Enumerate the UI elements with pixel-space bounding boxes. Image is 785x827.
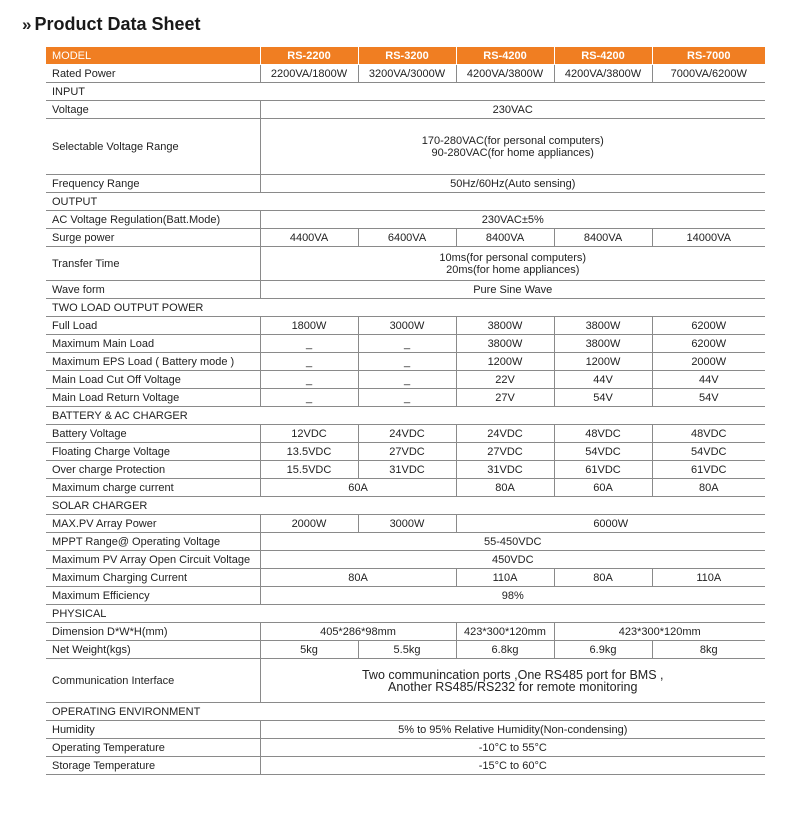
cell: _ [358,371,456,389]
spec-table [46,47,765,775]
section-title: OUTPUT [46,193,765,211]
row-label: AC Voltage Regulation(Batt.Mode) [46,211,260,229]
cell-line: 170-280VAC(for personal computers) [421,134,604,147]
cell [260,247,765,281]
row-label: Transfer Time [46,247,260,281]
row-label: Net Weight(kgs) [46,641,260,659]
cell: 80A [260,569,456,587]
row-label: Humidity [46,721,260,739]
cell: 3000W [358,515,456,533]
cell: 7000VA/6200W [652,65,765,83]
row-label: Maximum Charging Current [46,569,260,587]
cell: 54V [554,389,652,407]
cell: 98% [260,587,765,605]
cell: 2000W [260,515,358,533]
section-row [46,299,765,317]
cell: 230VAC [260,101,765,119]
cell: 4200VA/3800W [554,65,652,83]
row-label: Full Load [46,317,260,335]
cell: 4200VA/3800W [456,65,554,83]
cell-line: 90-280VAC(for home appliances) [431,146,594,159]
section-row [46,703,765,721]
cell: 8400VA [456,229,554,247]
table-row [46,757,765,775]
model-cell: RS-2200 [260,47,358,65]
cell: 14000VA [652,229,765,247]
row-label: Wave form [46,281,260,299]
cell: 6.8kg [456,641,554,659]
section-row [46,407,765,425]
row-label: Main Load Cut Off Voltage [46,371,260,389]
table-row [46,425,765,443]
model-cell: RS-3200 [358,47,456,65]
cell: 230VAC±5% [260,211,765,229]
cell: 44V [554,371,652,389]
row-label: Over charge Protection [46,461,260,479]
row-label: Rated Power [46,65,260,83]
row-label: Maximum Main Load [46,335,260,353]
row-label: Operating Temperature [46,739,260,757]
cell: 110A [456,569,554,587]
table-row [46,119,765,175]
cell: 8kg [652,641,765,659]
table-row [46,335,765,353]
row-label: Maximum Efficiency [46,587,260,605]
cell-line: 10ms(for personal computers) [439,251,587,264]
cell: 48VDC [554,425,652,443]
table-row [46,721,765,739]
table-row [46,461,765,479]
row-label: Maximum EPS Load ( Battery mode ) [46,353,260,371]
cell: 405*286*98mm [260,623,456,641]
cell: 15.5VDC [260,461,358,479]
section-title: TWO LOAD OUTPUT POWER [46,299,765,317]
cell: 6200W [652,335,765,353]
cell: 24VDC [358,425,456,443]
table-row [46,569,765,587]
cell: 31VDC [358,461,456,479]
row-label: Selectable Voltage Range [46,119,260,175]
cell: _ [358,335,456,353]
cell: 6400VA [358,229,456,247]
cell: 1200W [554,353,652,371]
cell-line: Two communincation ports ,One RS485 port for BMS , [361,667,664,682]
page-title-text: Product Data Sheet [34,14,201,34]
cell: 44V [652,371,765,389]
row-label: Maximum PV Array Open Circuit Voltage [46,551,260,569]
cell: _ [260,353,358,371]
section-row [46,193,765,211]
cell: 27VDC [358,443,456,461]
table-row [46,641,765,659]
table-row [46,479,765,497]
cell: 80A [456,479,554,497]
cell: 8400VA [554,229,652,247]
page-title [22,14,201,35]
cell: 5kg [260,641,358,659]
row-label: Dimension D*W*H(mm) [46,623,260,641]
cell [260,119,765,175]
cell: 423*300*120mm [456,623,554,641]
cell: 3800W [554,335,652,353]
cell: _ [260,389,358,407]
cell: _ [260,335,358,353]
row-label: Main Load Return Voltage [46,389,260,407]
cell: _ [358,389,456,407]
cell [260,659,765,703]
table-row [46,533,765,551]
cell: 2000W [652,353,765,371]
cell: 3800W [456,317,554,335]
table-row [46,101,765,119]
cell: 54V [652,389,765,407]
cell: -10°C to 55°C [260,739,765,757]
cell: 54VDC [554,443,652,461]
cell: 61VDC [652,461,765,479]
section-row [46,497,765,515]
table-row [46,551,765,569]
cell: 3000W [358,317,456,335]
model-cell: RS-7000 [652,47,765,65]
cell: 6.9kg [554,641,652,659]
section-row [46,83,765,101]
cell: 423*300*120mm [554,623,765,641]
table-row [46,247,765,281]
cell-line: Another RS485/RS232 for remote monitoring [388,679,638,694]
cell: 3200VA/3000W [358,65,456,83]
row-label: Storage Temperature [46,757,260,775]
table-row [46,211,765,229]
section-title: BATTERY & AC CHARGER [46,407,765,425]
cell: 22V [456,371,554,389]
table-row [46,623,765,641]
row-label: Floating Charge Voltage [46,443,260,461]
table-row [46,175,765,193]
cell: 450VDC [260,551,765,569]
table-row [46,371,765,389]
cell: 80A [652,479,765,497]
table-row [46,515,765,533]
row-label: Maximum charge current [46,479,260,497]
table-header-row [46,47,765,65]
table-row [46,389,765,407]
cell: Pure Sine Wave [260,281,765,299]
row-label: Surge power [46,229,260,247]
cell: _ [260,371,358,389]
header-label: MODEL [46,47,260,65]
model-cell: RS-4200 [456,47,554,65]
cell: 3800W [456,335,554,353]
double-chevron-icon: » [22,14,29,34]
cell: 6000W [456,515,765,533]
cell: 1800W [260,317,358,335]
cell: 1200W [456,353,554,371]
table-row [46,443,765,461]
cell: 55-450VDC [260,533,765,551]
cell: 80A [554,569,652,587]
table-row [46,659,765,703]
model-cell: RS-4200 [554,47,652,65]
cell: 24VDC [456,425,554,443]
cell: 31VDC [456,461,554,479]
cell: 61VDC [554,461,652,479]
cell: 54VDC [652,443,765,461]
cell-line: 20ms(for home appliances) [446,263,580,276]
cell: 3800W [554,317,652,335]
cell: 27V [456,389,554,407]
cell: 5.5kg [358,641,456,659]
cell: 50Hz/60Hz(Auto sensing) [260,175,765,193]
cell: 13.5VDC [260,443,358,461]
cell: 60A [554,479,652,497]
cell: 4400VA [260,229,358,247]
cell: 5% to 95% Relative Humidity(Non-condensing) [260,721,765,739]
section-title: OPERATING ENVIRONMENT [46,703,765,721]
cell: 12VDC [260,425,358,443]
table-row [46,587,765,605]
table-row [46,65,765,83]
table-row [46,281,765,299]
table-row [46,739,765,757]
row-label: MPPT Range@ Operating Voltage [46,533,260,551]
row-label: Battery Voltage [46,425,260,443]
table-row [46,317,765,335]
cell: 27VDC [456,443,554,461]
cell: 60A [260,479,456,497]
cell: _ [358,353,456,371]
cell: 110A [652,569,765,587]
row-label: Voltage [46,101,260,119]
row-label: Communication Interface [46,659,260,703]
row-label: Frequency Range [46,175,260,193]
section-title: SOLAR CHARGER [46,497,765,515]
table-row [46,229,765,247]
table-row [46,353,765,371]
section-title: PHYSICAL [46,605,765,623]
section-title: INPUT [46,83,765,101]
cell: 48VDC [652,425,765,443]
cell: 2200VA/1800W [260,65,358,83]
section-row [46,605,765,623]
cell: -15°C to 60°C [260,757,765,775]
cell: 6200W [652,317,765,335]
row-label: MAX.PV Array Power [46,515,260,533]
